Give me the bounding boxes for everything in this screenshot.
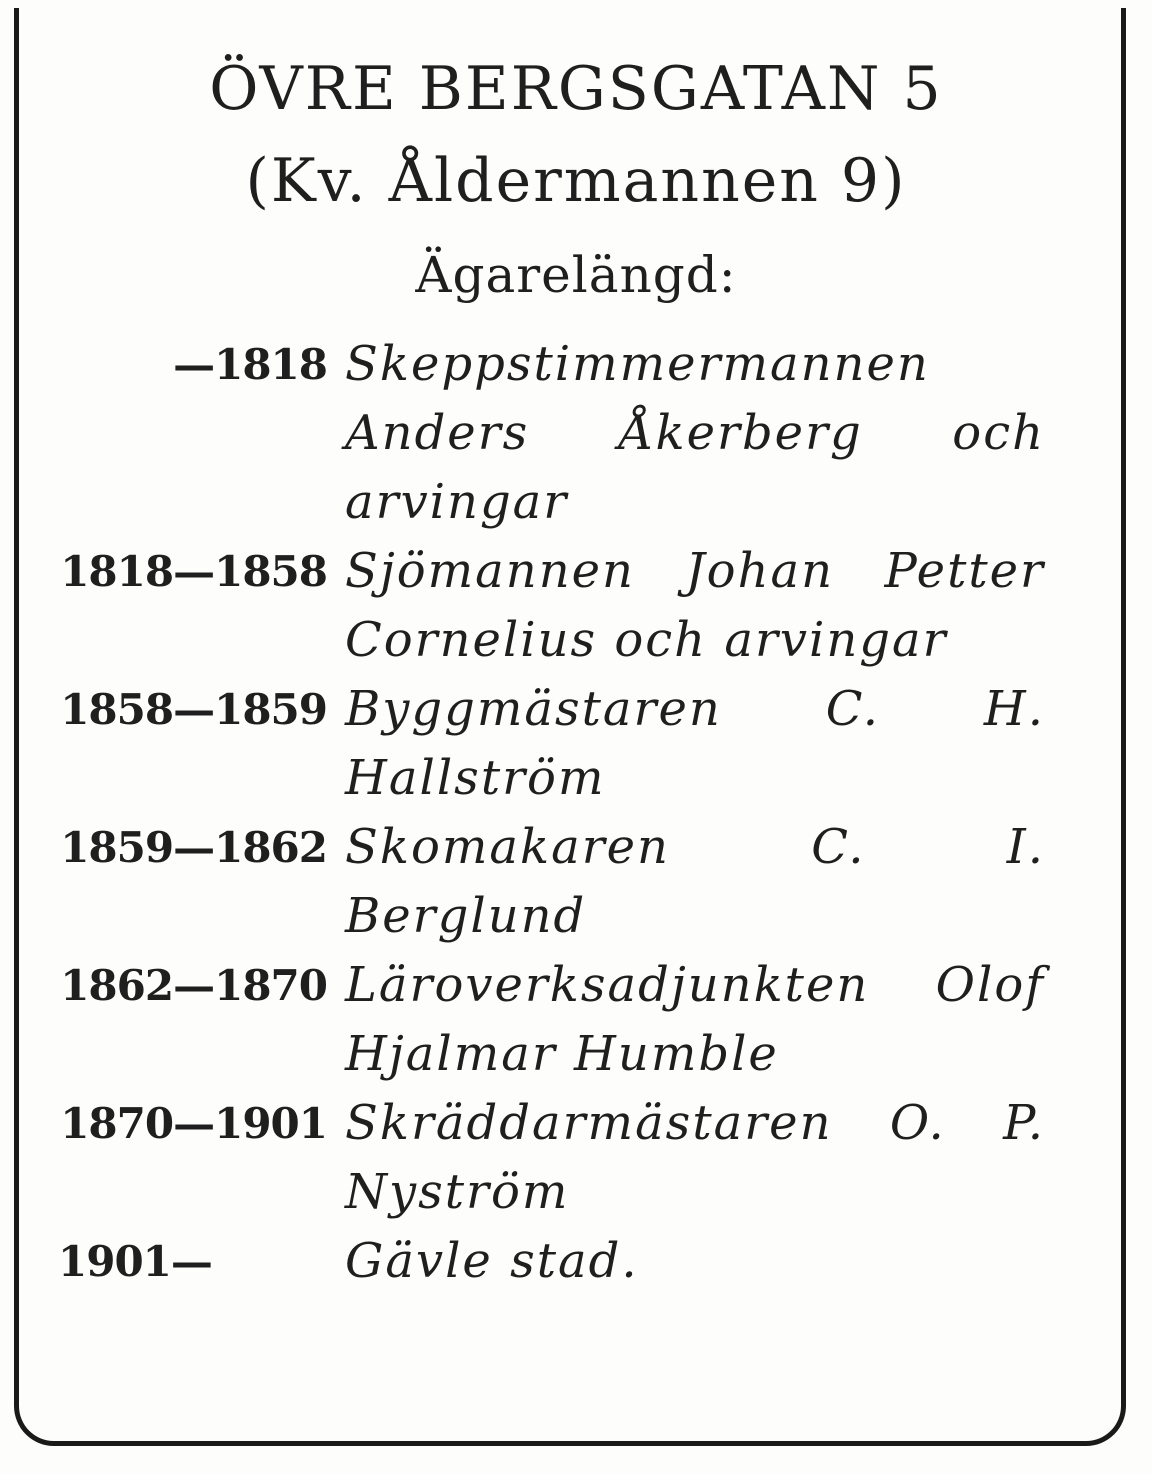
owner-name: Sjömannen Johan Petter Cornelius och arvingar	[345, 543, 1045, 668]
owner-years: 1870—1901	[60, 1099, 327, 1148]
list-item	[0, 675, 1152, 813]
list-item	[0, 1227, 1152, 1296]
owner-name: Byggmästaren C. H. Hallström	[345, 681, 1045, 806]
owner-name: Läroverksadjunkten Olof Hjalmar Humble	[345, 957, 1045, 1082]
owner-years: 1901—	[58, 1237, 212, 1286]
owner-name: Skomakaren C. I. Berglund	[345, 819, 1045, 944]
owner-name: Skeppstimmermannen Anders Åkerberg och arvingar	[345, 336, 1045, 530]
street-title: ÖVRE BERGSGATAN 5	[209, 54, 943, 124]
list-item	[0, 1089, 1152, 1227]
list-item	[0, 537, 1152, 675]
owner-name: Gävle stad.	[345, 1233, 639, 1289]
ownership-list	[0, 330, 1152, 1296]
ownership-heading: Ägarelängd:	[415, 246, 737, 304]
owner-years: 1862—1870	[60, 961, 327, 1010]
owner-name: Skräddarmästaren O. P. Nyström	[345, 1095, 1045, 1220]
list-item	[0, 813, 1152, 951]
owner-years: 1859—1862	[60, 823, 327, 872]
owner-years: —1818	[173, 340, 327, 389]
list-item	[0, 330, 1152, 537]
list-item	[0, 951, 1152, 1089]
block-subtitle: (Kv. Åldermannen 9)	[245, 146, 907, 216]
owner-years: 1818—1858	[60, 547, 327, 596]
owner-years: 1858—1859	[60, 685, 327, 734]
